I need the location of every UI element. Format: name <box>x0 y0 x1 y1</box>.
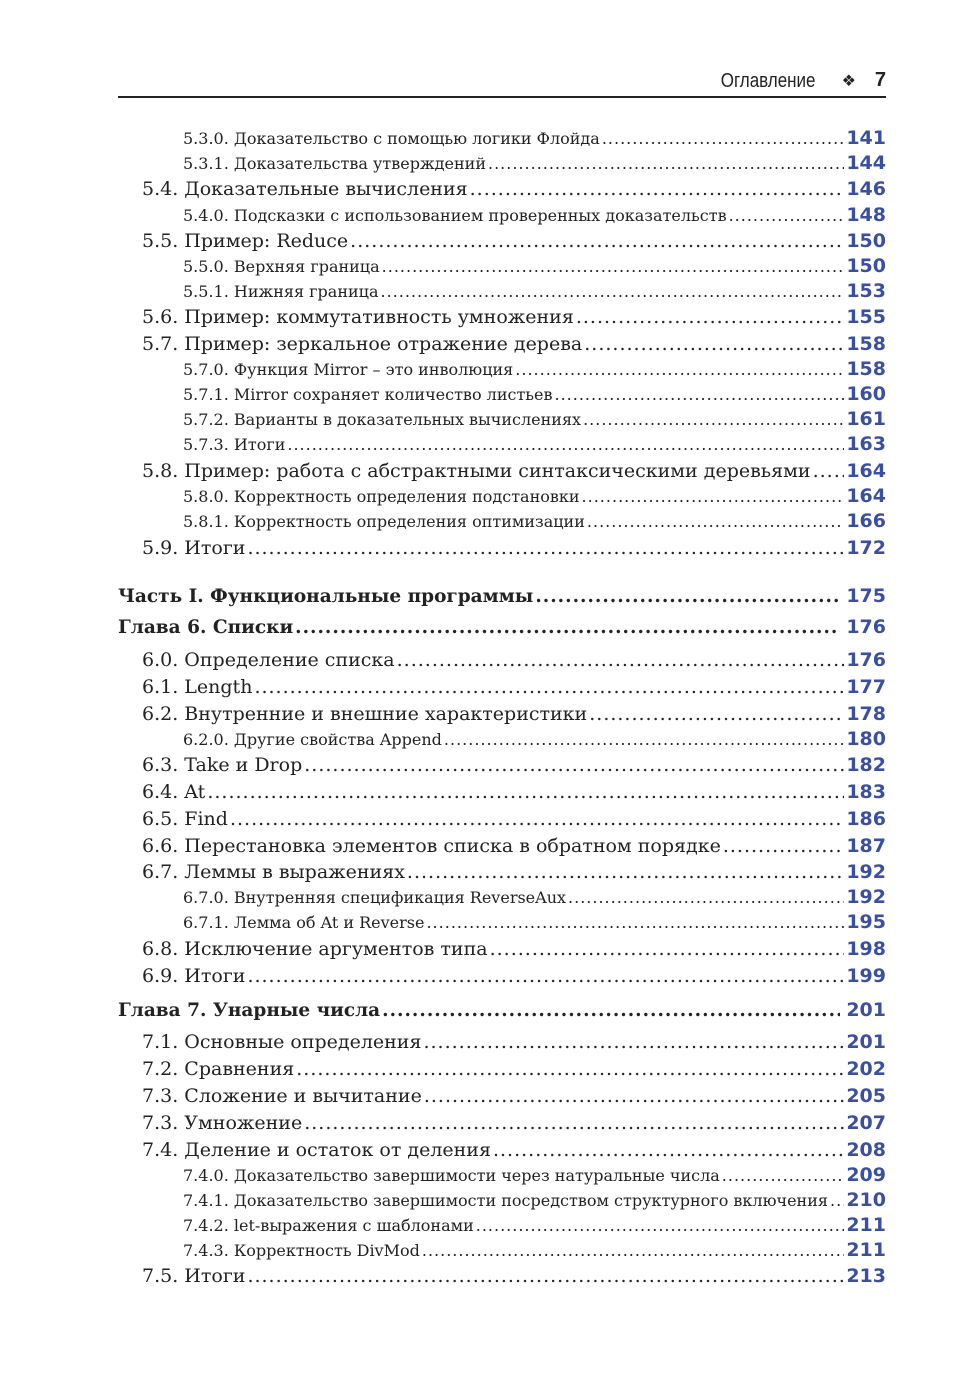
toc-entry[interactable] <box>183 204 886 226</box>
dot-leader <box>230 808 844 830</box>
toc-entry-title: 5.7.0. Функция Mirror – это инволюция <box>183 359 514 379</box>
toc-entry-title: 5.5.0. Верхняя граница <box>183 256 380 276</box>
toc-entry-title: 7.4.2. let-выражения с шаблонами <box>183 1215 474 1235</box>
toc-entry-title: 5.9. Итоги <box>142 536 246 559</box>
dot-leader <box>729 206 845 225</box>
toc-entry-title: 7.3. Сложение и вычитание <box>142 1084 422 1107</box>
toc-page-number[interactable]: 210 <box>846 1188 886 1211</box>
toc-page-number[interactable]: 164 <box>846 484 886 507</box>
toc-entry-title: 6.8. Исключение аргументов типа <box>142 937 488 960</box>
toc-entry-title: 5.7. Пример: зеркальное отражение дерева <box>142 332 583 355</box>
toc-page-number[interactable]: 158 <box>846 332 886 355</box>
toc-entry[interactable] <box>183 280 886 302</box>
dot-leader <box>535 586 840 607</box>
toc-entry[interactable] <box>142 1265 886 1287</box>
toc-page-number[interactable]: 175 <box>846 584 886 607</box>
dot-leader <box>582 487 845 506</box>
dot-leader <box>287 435 844 454</box>
toc-page-number[interactable]: 211 <box>846 1238 886 1261</box>
toc-page-number[interactable]: 166 <box>846 509 886 532</box>
toc-entry-title: 7.4.3. Корректность DivMod <box>183 1240 420 1260</box>
toc-entry-title: 7.5. Итоги <box>142 1264 246 1287</box>
toc-page-number[interactable]: 205 <box>846 1084 886 1107</box>
dot-leader <box>584 333 844 355</box>
toc-page-number[interactable]: 153 <box>846 279 886 302</box>
dot-leader <box>490 938 845 960</box>
toc-entry[interactable] <box>183 127 886 149</box>
toc-page-number[interactable]: 195 <box>846 910 886 933</box>
toc-page-number[interactable]: 178 <box>846 702 886 725</box>
toc-entry[interactable] <box>142 649 886 671</box>
toc-entry[interactable] <box>183 1189 886 1211</box>
toc-entry[interactable] <box>142 781 886 803</box>
dot-leader <box>576 306 845 328</box>
toc-entry-title: 6.2. Внутренние и внешние характеристики <box>142 702 588 725</box>
toc-page-number[interactable]: 182 <box>846 753 886 776</box>
toc-page-number[interactable]: 192 <box>846 885 886 908</box>
dot-leader <box>444 730 844 749</box>
toc-entry[interactable] <box>183 728 886 750</box>
dot-leader <box>295 617 840 638</box>
toc-entry[interactable] <box>142 861 886 883</box>
dot-leader <box>382 257 845 276</box>
toc-page-number[interactable]: 144 <box>846 151 886 174</box>
toc-page-number[interactable]: 207 <box>846 1111 886 1134</box>
toc-entry-title: 6.7.0. Внутренняя спецификация ReverseAux <box>183 887 567 907</box>
dot-leader <box>380 282 844 301</box>
toc-entry-title: 5.8. Пример: работа с абстрактными синтаксическими деревьями <box>142 459 811 482</box>
toc-entry[interactable] <box>142 1112 886 1134</box>
toc-entry[interactable] <box>183 1164 886 1186</box>
dot-leader <box>488 154 844 173</box>
toc-entry[interactable] <box>142 938 886 960</box>
dot-leader <box>407 861 844 883</box>
dot-leader <box>587 512 844 531</box>
toc-entry-title: 7.4. Деление и остаток от деления <box>142 1138 491 1161</box>
toc-entry[interactable] <box>142 178 886 200</box>
toc-entry-title: 6.4. At <box>142 780 206 803</box>
toc-entry[interactable] <box>142 1058 886 1080</box>
toc-page-number[interactable]: 163 <box>846 432 886 455</box>
toc-entry[interactable] <box>142 306 886 328</box>
toc-page-number[interactable]: 177 <box>846 675 886 698</box>
toc-entry[interactable] <box>183 1214 886 1236</box>
toc-page-number[interactable]: 213 <box>846 1264 886 1287</box>
toc-entry-title: 6.1. Length <box>142 675 253 698</box>
toc-page-number[interactable]: 160 <box>846 382 886 405</box>
toc-entry-title: Глава 7. Унарные числа <box>118 999 381 1021</box>
toc-entry-title: 5.7.1. Mirror сохраняет количество листьев <box>183 384 553 404</box>
dot-leader <box>813 460 845 482</box>
toc-entry[interactable] <box>142 230 886 252</box>
toc-entry[interactable] <box>142 965 886 987</box>
dot-leader <box>423 1031 844 1053</box>
toc-entry[interactable] <box>183 408 886 430</box>
toc-entry-title: 7.3. Умножение <box>142 1111 303 1134</box>
toc-entry[interactable] <box>183 358 886 380</box>
toc-page-number[interactable]: 180 <box>846 727 886 750</box>
toc-entry-title: 6.7.1. Лемма об At и Reverse <box>183 912 425 932</box>
toc-entry-title: 6.7. Леммы в выражениях <box>142 860 405 883</box>
toc-entry-title: 5.8.0. Корректность определения подстановки <box>183 486 580 506</box>
dot-leader <box>470 178 845 200</box>
dot-leader <box>830 1191 844 1210</box>
toc-entry-title: 5.7.2. Варианты в доказательных вычислениях <box>183 409 582 429</box>
dot-leader <box>247 1265 844 1287</box>
dot-leader <box>568 888 844 907</box>
toc-page-number[interactable]: 150 <box>846 229 886 252</box>
toc-page-number[interactable]: 208 <box>846 1138 886 1161</box>
dot-leader <box>254 676 844 698</box>
toc-entry[interactable] <box>118 999 886 1021</box>
toc-entry[interactable] <box>183 255 886 277</box>
toc-entry-title: 7.4.1. Доказательство завершимости посредством структурного включения <box>183 1190 828 1210</box>
toc-page-number[interactable]: 186 <box>846 807 886 830</box>
toc-entry[interactable] <box>183 433 886 455</box>
toc-page-number[interactable]: 155 <box>846 305 886 328</box>
toc-entry[interactable] <box>142 333 886 355</box>
toc-page-number[interactable]: 201 <box>846 998 886 1021</box>
toc-entry[interactable] <box>142 676 886 698</box>
toc-page-number[interactable]: 141 <box>846 126 886 149</box>
toc-entry-title: 5.7.3. Итоги <box>183 434 286 454</box>
dot-leader <box>554 385 844 404</box>
toc-entry-title: 5.3.0. Доказательство с помощью логики Флойда <box>183 128 600 148</box>
toc-entry-title: 6.0. Определение списка <box>142 648 395 671</box>
toc-entry-title: 7.2. Сравнения <box>142 1057 295 1080</box>
toc-page-number[interactable]: 164 <box>846 459 886 482</box>
toc-entry-title: 7.4.0. Доказательство завершимости через натуральные числа <box>183 1165 720 1185</box>
toc-entry[interactable] <box>183 152 886 174</box>
toc-entry-title: 5.8.1. Корректность определения оптимизации <box>183 511 585 531</box>
toc-entry[interactable] <box>118 585 886 607</box>
dot-leader <box>304 1112 844 1134</box>
toc-entry[interactable] <box>142 1031 886 1053</box>
dot-leader <box>247 537 844 559</box>
toc-page-number[interactable]: 198 <box>846 937 886 960</box>
toc-entry-title: 6.6. Перестановка элементов списка в обратном порядке <box>142 834 721 857</box>
toc-entry-title: Глава 6. Списки <box>118 616 294 638</box>
toc-entry-title: Часть I. Функциональные программы <box>118 585 534 607</box>
toc-page-number[interactable]: 187 <box>846 834 886 857</box>
dot-leader <box>350 230 844 252</box>
toc-entry-title: 6.2.0. Другие свойства Append <box>183 729 442 749</box>
toc-page-number[interactable]: 146 <box>846 177 886 200</box>
toc-entry-title: 5.3.1. Доказательства утверждений <box>183 153 486 173</box>
toc-page-number[interactable]: 176 <box>846 615 886 638</box>
dot-leader <box>397 649 845 671</box>
toc-entry-title: 6.3. Take и Drop <box>142 753 303 776</box>
toc-page-number[interactable]: 201 <box>846 1030 886 1053</box>
toc-entry[interactable] <box>118 616 886 638</box>
dot-leader <box>207 781 844 803</box>
dot-leader <box>424 1085 844 1107</box>
dot-leader <box>476 1216 845 1235</box>
toc-entry[interactable] <box>142 835 886 857</box>
toc-page-number[interactable]: 172 <box>846 536 886 559</box>
toc-entry[interactable] <box>142 754 886 776</box>
dot-leader <box>426 913 844 932</box>
toc-page-number[interactable]: 211 <box>846 1213 886 1236</box>
header-title: Оглавление <box>721 70 816 92</box>
toc-entry[interactable] <box>183 510 886 532</box>
dot-leader <box>515 360 844 379</box>
dot-leader <box>723 835 845 857</box>
toc-entry[interactable] <box>142 537 886 559</box>
toc-entry[interactable] <box>183 1239 886 1261</box>
toc-entry[interactable] <box>183 911 886 933</box>
toc-entry[interactable] <box>183 383 886 405</box>
toc-page-number[interactable]: 176 <box>846 648 886 671</box>
toc-entry[interactable] <box>183 485 886 507</box>
toc-entry-title: 5.4. Доказательные вычисления <box>142 177 468 200</box>
dot-leader <box>583 410 844 429</box>
toc-page-number[interactable]: 209 <box>846 1163 886 1186</box>
dot-leader <box>589 703 844 725</box>
toc-page-number[interactable]: 192 <box>846 860 886 883</box>
toc-entry-title: 7.1. Основные определения <box>142 1030 422 1053</box>
dot-leader <box>722 1166 845 1185</box>
toc-entry[interactable] <box>183 886 886 908</box>
dot-leader <box>247 965 844 987</box>
toc-page-number[interactable]: 161 <box>846 407 886 430</box>
toc-page-number[interactable]: 183 <box>846 780 886 803</box>
toc-entry-title: 5.6. Пример: коммутативность умножения <box>142 305 574 328</box>
dot-leader <box>493 1139 844 1161</box>
toc-entry[interactable] <box>142 1085 886 1107</box>
dot-leader <box>296 1058 844 1080</box>
toc-entry-title: 5.5. Пример: Reduce <box>142 229 349 252</box>
ornament-icon: ❖ <box>841 71 856 90</box>
toc-page-number[interactable]: 158 <box>846 357 886 380</box>
dot-leader <box>422 1241 844 1260</box>
toc-entry-title: 6.9. Итоги <box>142 964 246 987</box>
toc-page-number[interactable]: 148 <box>846 203 886 226</box>
toc-entry-title: 6.5. Find <box>142 807 228 830</box>
toc-entry[interactable] <box>142 703 886 725</box>
toc-entry[interactable] <box>142 808 886 830</box>
toc-page-number[interactable]: 202 <box>846 1057 886 1080</box>
toc-page-number[interactable]: 150 <box>846 254 886 277</box>
toc-page-number[interactable]: 199 <box>846 964 886 987</box>
dot-leader <box>382 1000 840 1021</box>
header-page-number: 7 <box>874 69 886 91</box>
dot-leader <box>304 754 844 776</box>
toc-entry[interactable] <box>142 460 886 482</box>
dot-leader <box>602 129 845 148</box>
toc-entry-title: 5.4.0. Подсказки с использованием проверенных доказательств <box>183 205 727 225</box>
toc-entry-title: 5.5.1. Нижняя граница <box>183 281 379 301</box>
toc-entry[interactable] <box>142 1139 886 1161</box>
running-header <box>118 68 886 98</box>
